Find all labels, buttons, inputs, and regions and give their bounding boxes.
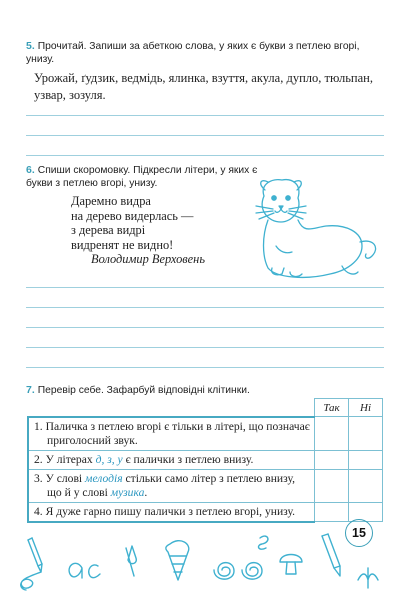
cell-no-2[interactable]: [349, 450, 383, 469]
task-5-number: 5.: [26, 40, 35, 52]
poem-line: видренят не видно!: [71, 237, 174, 252]
tongue-twister-poem: [71, 194, 205, 267]
highlighted-word: музика: [110, 485, 145, 499]
column-no-header: Ні: [349, 399, 383, 417]
decorative-footer: [10, 518, 400, 598]
writing-line: [26, 287, 384, 288]
self-check-table: [27, 398, 383, 523]
table-row: [28, 450, 383, 469]
writing-line: [26, 155, 384, 156]
poem-author: Володимир Верховень: [91, 252, 205, 267]
writing-line: [26, 327, 384, 328]
poem-line: з дерева видрі: [71, 223, 146, 238]
spiral-icon: [214, 563, 262, 580]
task-6: [26, 164, 260, 190]
poem-line: на дерево видерлась —: [71, 208, 194, 223]
writing-line: [26, 135, 384, 136]
statement-1: 1. Паличка з петлею вгорі є тільки в літері, що позначає приголосний звук.: [28, 417, 315, 451]
cell-no-3[interactable]: [349, 469, 383, 502]
brush-icon: [126, 546, 136, 576]
table-row: [28, 469, 383, 502]
writing-line: [26, 307, 384, 308]
task-5-words: Урожай, ґудзик, ведмідь, ялинка, взуття, акула, дупло, тюльпан, узвар, зозуля.: [34, 71, 373, 102]
column-yes-header: Так: [315, 399, 349, 417]
cell-yes-1[interactable]: [315, 417, 349, 451]
task-6-instruction: Спиши скоромовку. Підкресли літери, у яких є букви з петлею вгорі, унизу.: [26, 165, 258, 189]
script-letter-icon: [358, 568, 378, 588]
task-7-instruction: Перевір себе. Зафарбуй відповідні клітинки.: [37, 385, 250, 396]
page-number: 15: [345, 519, 373, 547]
task-5-instruction: Прочитай. Запиши за абеткою слова, у яких є букви з петлею вгорі, унизу.: [26, 41, 360, 65]
task-5: [26, 40, 382, 104]
writing-line: [26, 367, 384, 368]
statement-2: 2. У літерах д, з, у є палички з петлею внизу.: [28, 450, 315, 469]
script-letters-icon: [69, 563, 100, 578]
statement-3: 3. У слові мелодія стільки само літер з петлею внизу, що й у слові музика.: [28, 469, 315, 502]
highlighted-word: мелодія: [85, 471, 123, 485]
writing-line: [26, 347, 384, 348]
task-7: [26, 384, 382, 397]
task-6-number: 6.: [26, 164, 35, 176]
cell-yes-2[interactable]: [315, 450, 349, 469]
highlighted-letters: д, з, у: [95, 452, 123, 466]
cell-yes-3[interactable]: [315, 469, 349, 502]
otter-illustration: [246, 176, 386, 284]
writing-line: [26, 115, 384, 116]
letter-loop-icon: [259, 536, 268, 549]
pencil-icon: [322, 534, 340, 576]
pen-icon: [21, 538, 42, 590]
cell-no-1[interactable]: [349, 417, 383, 451]
poem-line: Даремно видра: [71, 194, 151, 208]
mushroom-icon: [280, 555, 302, 575]
task-7-number: 7.: [26, 384, 35, 396]
cone-icon: [166, 541, 189, 580]
table-row: [28, 417, 383, 451]
statement-4: 4. Я дуже гарно пишу палички з петлею вгорі, унизу.: [28, 502, 315, 522]
